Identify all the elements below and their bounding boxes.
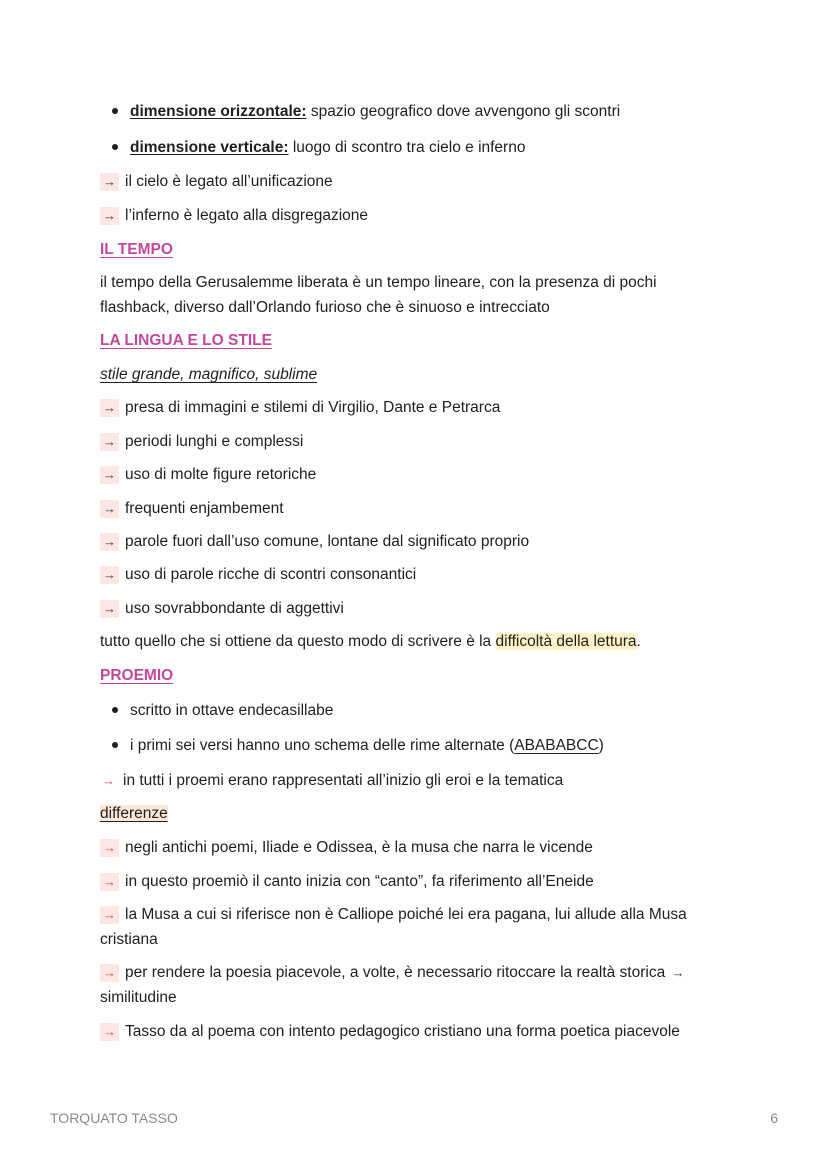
heading-text: PROEMIO — [100, 667, 174, 684]
arrow-line-diff-2 — [100, 869, 738, 894]
subheading-text: stile grande, magnifico, sublime — [100, 366, 318, 383]
arrow-line-diff-4-cont — [100, 985, 738, 1010]
arrow-text-continued: cristiana — [100, 931, 158, 948]
bullet-schema-rime — [112, 733, 738, 758]
subheading-text: differenze — [100, 805, 168, 822]
bullet-text: spazio geografico dove avvengono gli scontri — [306, 103, 621, 120]
arrow-icon: → — [100, 466, 119, 484]
arrow-text: la Musa a cui si riferisce non è Calliope poiché lei era pagana, lui allude alla Musa — [125, 906, 687, 923]
paragraph-text: il tempo della Gerusalemme liberata è un tempo lineare, con la presenza di pochi — [100, 274, 657, 291]
arrow-icon: → — [671, 965, 685, 980]
arrow-line-inferno — [100, 203, 738, 228]
arrow-text-continued: similitudine — [100, 989, 177, 1006]
arrow-text: parole fuori dall’uso comune, lontane dal significato proprio — [125, 533, 530, 550]
arrow-icon: → — [100, 399, 119, 417]
arrow-icon: → — [100, 173, 119, 191]
arrow-line-stile-3 — [100, 462, 738, 487]
arrow-text: per rendere la poesia piacevole, a volte, è necessario ritoccare la realtà storica — [125, 964, 666, 981]
footer-title: TORQUATO TASSO — [50, 1110, 178, 1126]
arrow-line-stile-4 — [100, 496, 738, 521]
arrow-line-diff-4 — [100, 960, 738, 985]
term-dimensione-verticale: dimensione verticale: — [130, 139, 289, 156]
arrow-line-diff-1 — [100, 835, 738, 860]
heading-lingua-stile — [100, 328, 738, 353]
arrow-icon: → — [102, 773, 115, 788]
summary-period: . — [636, 633, 641, 650]
subheading-stile — [100, 362, 738, 387]
arrow-icon: → — [100, 964, 119, 982]
arrow-text: in questo proemiò il canto inizia con “canto”, fa riferimento all’Eneide — [125, 873, 594, 890]
bullet-text: scritto in ottave endecasillabe — [130, 702, 334, 719]
arrow-icon: → — [100, 600, 119, 618]
arrow-icon: → — [100, 533, 119, 551]
bullet-text: luogo di scontro tra cielo e inferno — [288, 139, 526, 156]
arrow-text: in tutti i proemi erano rappresentati all’inizio gli eroi e la tematica — [123, 772, 564, 789]
arrow-line-stile-6 — [100, 562, 738, 587]
bullet-dot — [112, 742, 118, 748]
arrow-icon: → — [100, 566, 119, 584]
arrow-line-proemi — [100, 768, 738, 793]
bullet-text: i primi sei versi hanno uno schema delle rime alternate ( — [130, 737, 515, 754]
arrow-text: uso di parole ricche di scontri consonantici — [125, 566, 417, 583]
bullet-dimensione-verticale — [112, 135, 738, 160]
summary-text: tutto quello che si ottiene da questo modo di scrivere è la — [100, 633, 496, 650]
arrow-text: l’inferno è legato alla disgregazione — [125, 207, 368, 224]
arrow-text: presa di immagini e stilemi di Virgilio, Dante e Petrarca — [125, 399, 501, 416]
rhyme-scheme: ABABABCC — [514, 737, 599, 754]
arrow-icon: → — [100, 839, 119, 857]
heading-text: LA LINGUA E LO STILE — [100, 332, 272, 349]
arrow-text: negli antichi poemi, Iliade e Odissea, è la musa che narra le vicende — [125, 839, 593, 856]
arrow-icon: → — [100, 873, 119, 891]
summary-line — [100, 629, 738, 654]
arrow-line-diff-3 — [100, 902, 738, 927]
arrow-line-stile-1 — [100, 395, 738, 420]
subheading-differenze — [100, 801, 738, 826]
bullet-text-end: ) — [598, 737, 604, 754]
arrow-line-stile-5 — [100, 529, 738, 554]
highlighted-text: difficoltà della lettura — [495, 633, 637, 650]
heading-proemio — [100, 663, 738, 688]
arrow-line-stile-7 — [100, 596, 738, 621]
bullet-ottave — [112, 698, 738, 723]
paragraph-tempo-line-1 — [100, 270, 738, 295]
bullet-dot — [112, 108, 118, 114]
paragraph-text: flashback, diverso dall’Orlando furioso che è sinuoso e intrecciato — [100, 299, 550, 316]
heading-il-tempo — [100, 237, 738, 262]
arrow-text: frequenti enjambement — [125, 500, 284, 517]
arrow-text: uso sovrabbondante di aggettivi — [125, 600, 344, 617]
arrow-text: il cielo è legato all’unificazione — [125, 173, 333, 190]
arrow-icon: → — [100, 500, 119, 518]
paragraph-tempo-line-2 — [100, 295, 738, 320]
arrow-line-diff-3-cont — [100, 927, 738, 952]
arrow-line-cielo — [100, 169, 738, 194]
arrow-icon: → — [100, 207, 119, 225]
arrow-icon: → — [100, 1023, 119, 1041]
arrow-line-stile-2 — [100, 429, 738, 454]
heading-text: IL TEMPO — [100, 241, 173, 258]
term-dimensione-orizzontale: dimensione orizzontale: — [130, 103, 307, 120]
arrow-icon: → — [100, 433, 119, 451]
arrow-text: uso di molte figure retoriche — [125, 466, 317, 483]
bullet-dimensione-orizzontale — [112, 99, 738, 124]
page-number: 6 — [770, 1110, 778, 1126]
bullet-dot — [112, 144, 118, 150]
bullet-dot — [112, 707, 118, 713]
arrow-text: Tasso da al poema con intento pedagogico cristiano una forma poetica piacevole — [125, 1023, 680, 1040]
arrow-icon: → — [100, 906, 119, 924]
arrow-line-diff-5 — [100, 1019, 738, 1044]
arrow-text: periodi lunghi e complessi — [125, 433, 304, 450]
